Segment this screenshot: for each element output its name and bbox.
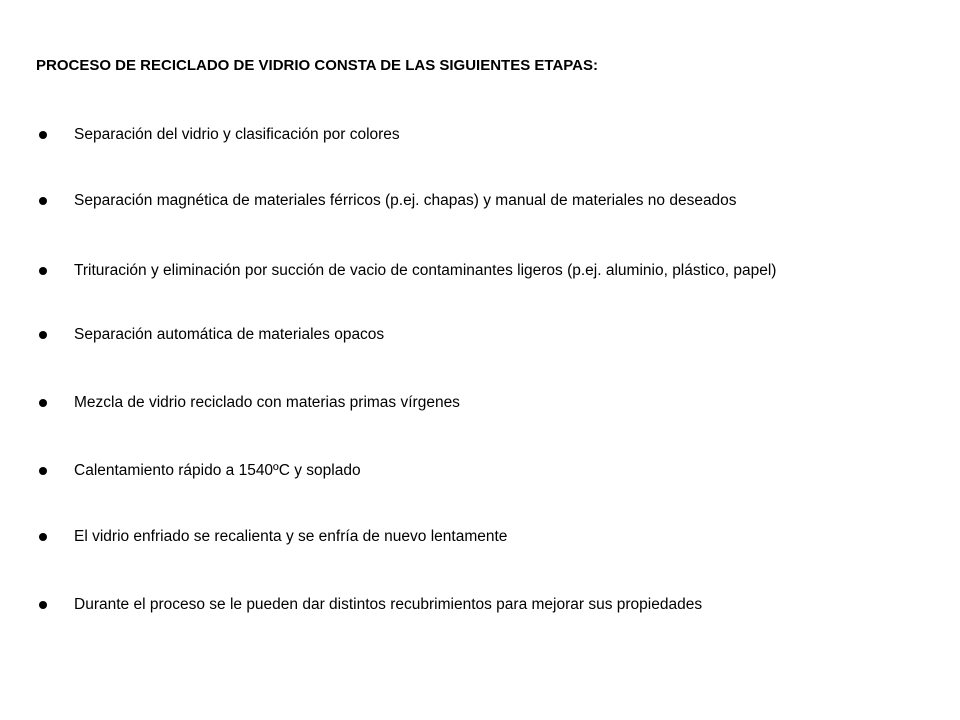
list-item <box>36 191 737 211</box>
bullet-icon <box>39 399 47 407</box>
step-text: Calentamiento rápido a 1540ºC y soplado <box>74 462 361 479</box>
list-item <box>36 125 400 145</box>
bullet-icon <box>39 533 47 541</box>
bullet-icon <box>39 197 47 205</box>
step-text: Separación magnética de materiales férricos (p.ej. chapas) y manual de materiales no deseados <box>74 192 737 209</box>
step-text: Separación del vidrio y clasificación por colores <box>74 126 400 143</box>
list-item <box>36 393 460 413</box>
step-text: Mezcla de vidrio reciclado con materias primas vírgenes <box>74 394 460 411</box>
list-item <box>36 527 507 547</box>
step-text: Separación automática de materiales opacos <box>74 326 385 343</box>
step-text: Durante el proceso se le pueden dar distintos recubrimientos para mejorar sus propiedades <box>74 596 703 613</box>
step-text: Trituración y eliminación por succión de vacio de contaminantes ligeros (p.ej. aluminio, plástico, papel) <box>74 262 777 279</box>
slide-title: PROCESO DE RECICLADO DE VIDRIO CONSTA DE LAS SIGUIENTES ETAPAS: <box>36 57 598 74</box>
list-item <box>36 325 384 345</box>
bullet-icon <box>39 331 47 339</box>
bullet-icon <box>39 601 47 609</box>
list-item <box>36 595 702 615</box>
list-item <box>36 461 361 481</box>
list-item <box>36 261 776 281</box>
bullet-icon <box>39 467 47 475</box>
bullet-icon <box>39 131 47 139</box>
step-text: El vidrio enfriado se recalienta y se enfría de nuevo lentamente <box>74 528 508 545</box>
bullet-icon <box>39 267 47 275</box>
